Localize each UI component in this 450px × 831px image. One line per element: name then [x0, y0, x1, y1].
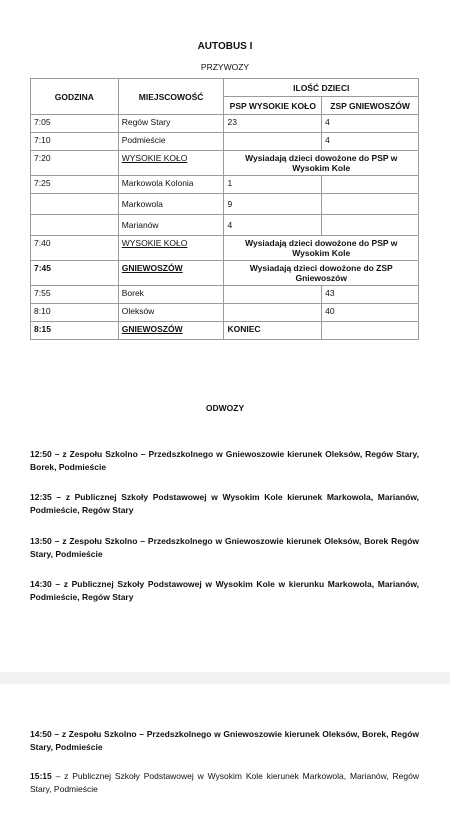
arrivals-table	[30, 78, 419, 340]
time-cell: 7:55	[31, 286, 119, 304]
section-title-returns: ODWOZY	[205, 403, 245, 413]
return-entry: 14:50 – z Zespołu Szkolno – Przedszkolnego w Gniewoszowie kierunek Oleksów, Borek, Regów Stary, Podmieście	[30, 729, 419, 752]
return-description: – z Publicznej Szkoły Podstawowej w Wysokim Kole kierunek Markowola, Marianów, Regów Stary, Podmieście	[30, 771, 419, 794]
header-zsp: ZSP GNIEWOSZÓW	[322, 97, 419, 115]
table-row	[31, 322, 419, 340]
zsp-count-cell	[322, 215, 419, 236]
header-place: MIEJSCOWOŚĆ	[118, 79, 224, 115]
time-cell: 7:10	[31, 133, 119, 151]
psp-count-cell: 9	[224, 194, 322, 215]
return-entry: 12:50 – z Zespołu Szkolno – Przedszkolnego w Gniewoszowie kierunek Oleksów, Regów Stary, Borek, Podmieście	[30, 449, 419, 472]
table-row	[31, 133, 419, 151]
table-row	[31, 236, 419, 261]
table-row	[31, 151, 419, 176]
place-cell: Oleksów	[118, 304, 224, 322]
time-cell: 7:05	[31, 115, 119, 133]
header-hour: GODZINA	[31, 79, 119, 115]
table-row	[31, 176, 419, 194]
header-count: ILOŚĆ DZIECI	[224, 79, 419, 97]
table-row	[31, 115, 419, 133]
document-page-2	[0, 684, 450, 831]
return-entry: 12:35 – z Publicznej Szkoły Podstawowej w Wysokim Kole kierunek Markowola, Marianów, Podmieście, Regów Stary	[30, 492, 419, 515]
note-cell: Wysiadają dzieci dowożone do PSP w Wysokim Kole	[224, 151, 419, 176]
time-cell: 7:25	[31, 176, 119, 194]
psp-count-cell: 4	[224, 215, 322, 236]
time-cell: 7:40	[31, 236, 119, 261]
psp-count-cell: 1	[224, 176, 322, 194]
section-title-arrivals: PRZYWOZY	[200, 62, 250, 72]
zsp-count-cell: 4	[322, 115, 419, 133]
time-cell	[31, 215, 119, 236]
table-row	[31, 215, 419, 236]
place-cell: WYSOKIE KOŁO	[118, 236, 224, 261]
table-row	[31, 194, 419, 215]
place-cell: Borek	[118, 286, 224, 304]
return-time: 15:15	[30, 771, 52, 781]
page-separator	[0, 672, 450, 684]
psp-count-cell	[224, 304, 322, 322]
time-cell: 8:15	[31, 322, 119, 340]
zsp-count-cell: 43	[322, 286, 419, 304]
psp-count-cell	[224, 286, 322, 304]
table-row	[31, 304, 419, 322]
place-cell: Markowola	[118, 194, 224, 215]
place-cell: Podmieście	[118, 133, 224, 151]
time-cell	[31, 194, 119, 215]
time-cell: 7:20	[31, 151, 119, 176]
note-cell: Wysiadają dzieci dowożone do PSP w Wysokim Kole	[224, 236, 419, 261]
psp-count-cell	[224, 133, 322, 151]
table-row	[31, 261, 419, 286]
end-cell: KONIEC	[224, 322, 322, 340]
return-entry: 13:50 – z Zespołu Szkolno – Przedszkolnego w Gniewoszowie kierunek Oleksów, Borek Regów Stary, Podmieście	[30, 536, 419, 559]
return-entry: 14:30 – z Publicznej Szkoły Podstawowej w Wysokim Kole w kierunku Markowola, Marianów, Podmieście, Regów Stary	[30, 579, 419, 602]
place-cell: Regów Stary	[118, 115, 224, 133]
zsp-count-cell	[322, 176, 419, 194]
time-cell: 8:10	[31, 304, 119, 322]
place-cell: Marianów	[118, 215, 224, 236]
return-entry	[30, 770, 419, 795]
table-row	[31, 286, 419, 304]
zsp-count-cell: 40	[322, 304, 419, 322]
time-cell: 7:45	[31, 261, 119, 286]
place-cell: Markowola Kolonia	[118, 176, 224, 194]
page-title: AUTOBUS I	[197, 41, 253, 52]
place-cell: WYSOKIE KOŁO	[118, 151, 224, 176]
place-cell: GNIEWOSZÓW	[118, 322, 224, 340]
place-cell: GNIEWOSZÓW	[118, 261, 224, 286]
note-cell: Wysiadają dzieci dowożone do ZSP Gniewoszów	[224, 261, 419, 286]
psp-count-cell: 23	[224, 115, 322, 133]
zsp-count-cell: 4	[322, 133, 419, 151]
empty-cell	[322, 322, 419, 340]
zsp-count-cell	[322, 194, 419, 215]
header-psp: PSP WYSOKIE KOŁO	[224, 97, 322, 115]
